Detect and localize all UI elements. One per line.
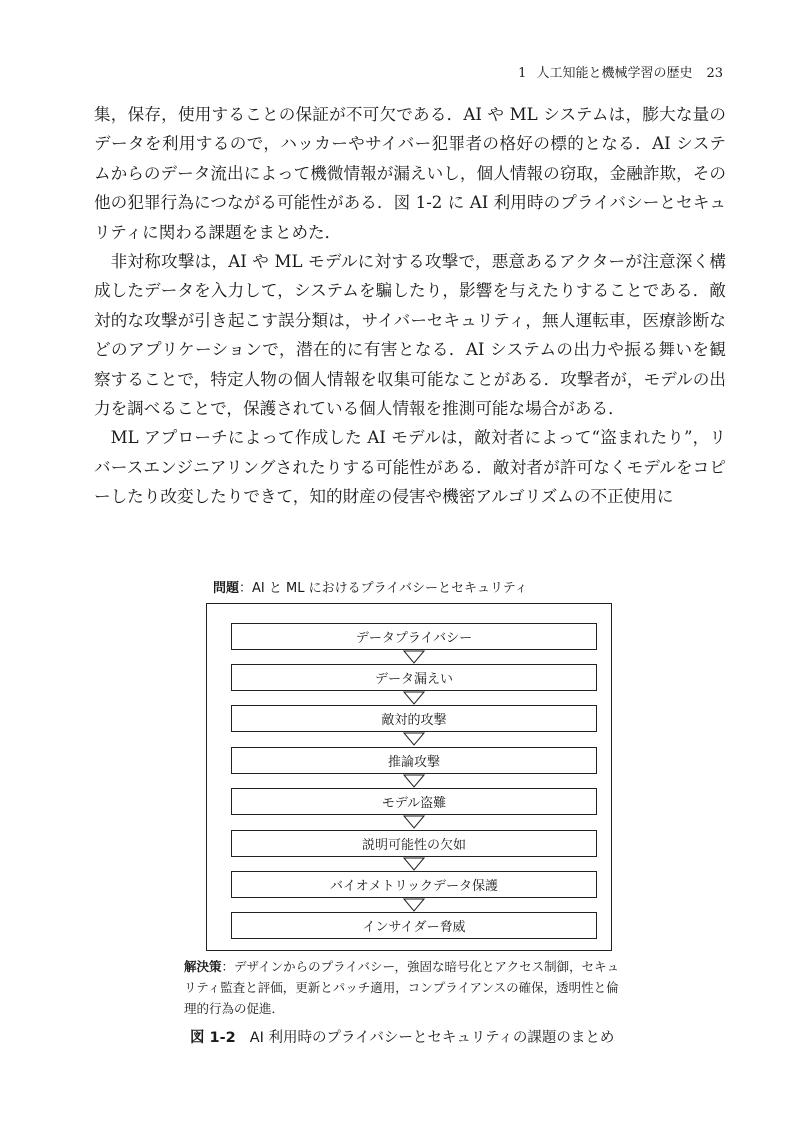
paragraph-1: 集，保存，使用することの保証が不可欠である．AI や ML システムは，膨大な量のデータを利用するので，ハッカーやサイバー犯罪者の格好の標的となる．AI システムからのデータ流出によって機微情報が漏えいし，個人情報の窃取，金融詐欺，その他の犯罪行為につながる可能性がある．図 1-2 に AI 利用時のプライバシーとセキュリティに関わる課題をまとめた． xyxy=(94,105,726,242)
chapter-title: 人工知能と機械学習の歴史 xyxy=(536,66,693,81)
down-arrow-icon xyxy=(403,650,425,664)
flow-step-insider-threat: インサイダー脅威 xyxy=(231,912,597,939)
problem-text: ：AI と ML におけるプライバシーとセキュリティ xyxy=(239,581,528,596)
down-arrow-icon xyxy=(403,691,425,705)
figure-solution xyxy=(184,956,628,1019)
figure-caption-text: AI 利用時のプライバシーとセキュリティの課題のまとめ xyxy=(249,1030,615,1046)
solution-label: 解決策 xyxy=(184,959,222,974)
down-arrow-icon xyxy=(403,732,425,746)
chapter-number: 1 xyxy=(518,66,527,81)
flow-step-biometric-protection: バイオメトリックデータ保護 xyxy=(231,871,597,898)
flow-step-adversarial-attack: 敵対的攻撃 xyxy=(231,705,597,732)
flow-step-lack-of-explainability: 説明可能性の欠如 xyxy=(231,830,597,857)
flow-step-inference-attack: 推論攻撃 xyxy=(231,747,597,774)
body-text xyxy=(94,100,726,512)
flow-diagram xyxy=(206,603,612,951)
problem-label: 問題 xyxy=(213,581,240,596)
running-header xyxy=(518,62,723,81)
figure-caption xyxy=(190,1026,614,1047)
paragraph-2: 非対称攻撃は，AI や ML モデルに対する攻撃で，悪意あるアクターが注意深く構成したデータを入力して，システムを騙したり，影響を与えたりすることである．敵対的な攻撃が引き起こす誤分類は，サイバーセキュリティ，無人運転車，医療診断などのアプリケーションで，潜在的に有害となる．AI システムの出力や振る舞いを観察することで，特定人物の個人情報を収集可能なことがある．攻撃者が，モデルの出力を調べることで，保護されている個人情報を推測可能な場合がある． xyxy=(94,252,726,419)
paragraph-3: ML アプローチによって作成した AI モデルは，敵対者によって“盗まれたり”，リバースエンジニアリングされたりする可能性がある．敵対者が許可なくモデルをコピーしたり改変したりできて，知的財産の侵害や機密アルゴリズムの不正使用に xyxy=(94,428,726,507)
down-arrow-icon xyxy=(403,898,425,912)
down-arrow-icon xyxy=(403,774,425,788)
down-arrow-icon xyxy=(403,815,425,829)
page-number: 23 xyxy=(706,66,723,81)
figure-number: 図 1-2 xyxy=(190,1030,236,1046)
flow-step-model-theft: モデル盗難 xyxy=(231,788,597,815)
flow-step-data-privacy: データプライバシー xyxy=(231,623,597,650)
flow-step-data-leak: データ漏えい xyxy=(231,664,597,691)
figure-problem-heading xyxy=(213,577,528,596)
down-arrow-icon xyxy=(403,857,425,871)
solution-text: ：デザインからのプライバシー，強固な暗号化とアクセス制御，セキュリティ監査と評価，更新とパッチ適用，コンプライアンスの確保，透明性と倫理的行為の促進． xyxy=(184,959,620,1016)
